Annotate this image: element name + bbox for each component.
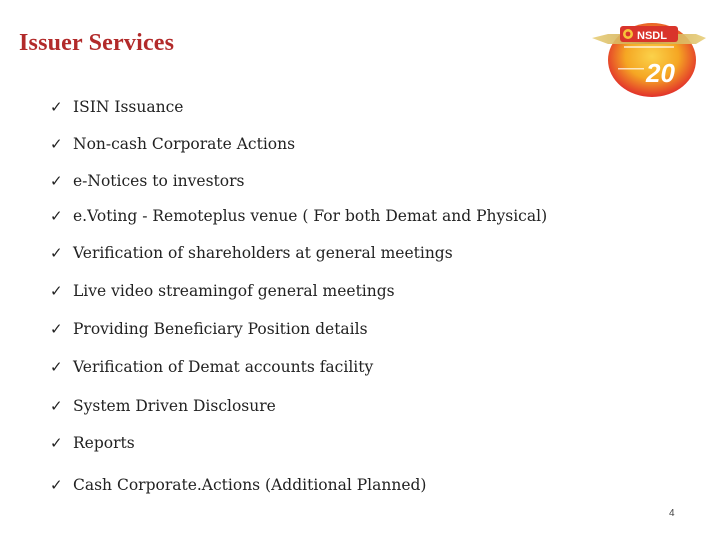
list-item-label: e-Notices to investors <box>73 172 245 190</box>
page-title: Issuer Services <box>19 30 175 56</box>
list-item <box>50 98 183 116</box>
list-item-label: Live video streamingof general meetings <box>73 282 395 300</box>
list-item <box>50 244 453 262</box>
check-mark-icon: ✓ <box>50 282 63 300</box>
page-number: 4 <box>669 508 675 519</box>
check-mark-icon: ✓ <box>50 172 63 190</box>
check-mark-icon: ✓ <box>50 135 63 153</box>
list-item <box>50 320 368 338</box>
check-mark-icon: ✓ <box>50 476 63 494</box>
list-item-label: Verification of shareholders at general meetings <box>73 244 453 262</box>
list-item-label: Providing Beneficiary Position details <box>73 320 368 338</box>
list-item-label: System Driven Disclosure <box>73 397 276 415</box>
check-mark-icon: ✓ <box>50 397 63 415</box>
list-item <box>50 434 135 452</box>
list-item-label: ISIN Issuance <box>73 98 184 116</box>
list-item-label: Reports <box>73 434 135 452</box>
nsdl-20-years-logo <box>590 18 708 98</box>
check-mark-icon: ✓ <box>50 244 63 262</box>
list-item <box>50 135 295 153</box>
list-item <box>50 397 276 415</box>
check-mark-icon: ✓ <box>50 98 63 116</box>
list-item-label: Non-cash Corporate Actions <box>73 135 296 153</box>
logo-anniversary-number: 20 <box>646 58 675 88</box>
check-mark-icon: ✓ <box>50 358 63 376</box>
list-item <box>50 358 373 376</box>
list-item <box>50 207 547 225</box>
logo-name: NSDL <box>637 30 667 42</box>
list-item <box>50 172 244 190</box>
check-mark-icon: ✓ <box>50 434 63 452</box>
list-item <box>50 282 395 300</box>
list-item-label: e.Voting - Remoteplus venue ( For both Demat and Physical) <box>73 207 548 225</box>
check-mark-icon: ✓ <box>50 207 63 225</box>
check-mark-icon: ✓ <box>50 320 63 338</box>
list-item <box>50 476 426 494</box>
list-item-label: Verification of Demat accounts facility <box>73 358 374 376</box>
list-item-label: Cash Corporate.Actions (Additional Planned) <box>73 476 427 494</box>
